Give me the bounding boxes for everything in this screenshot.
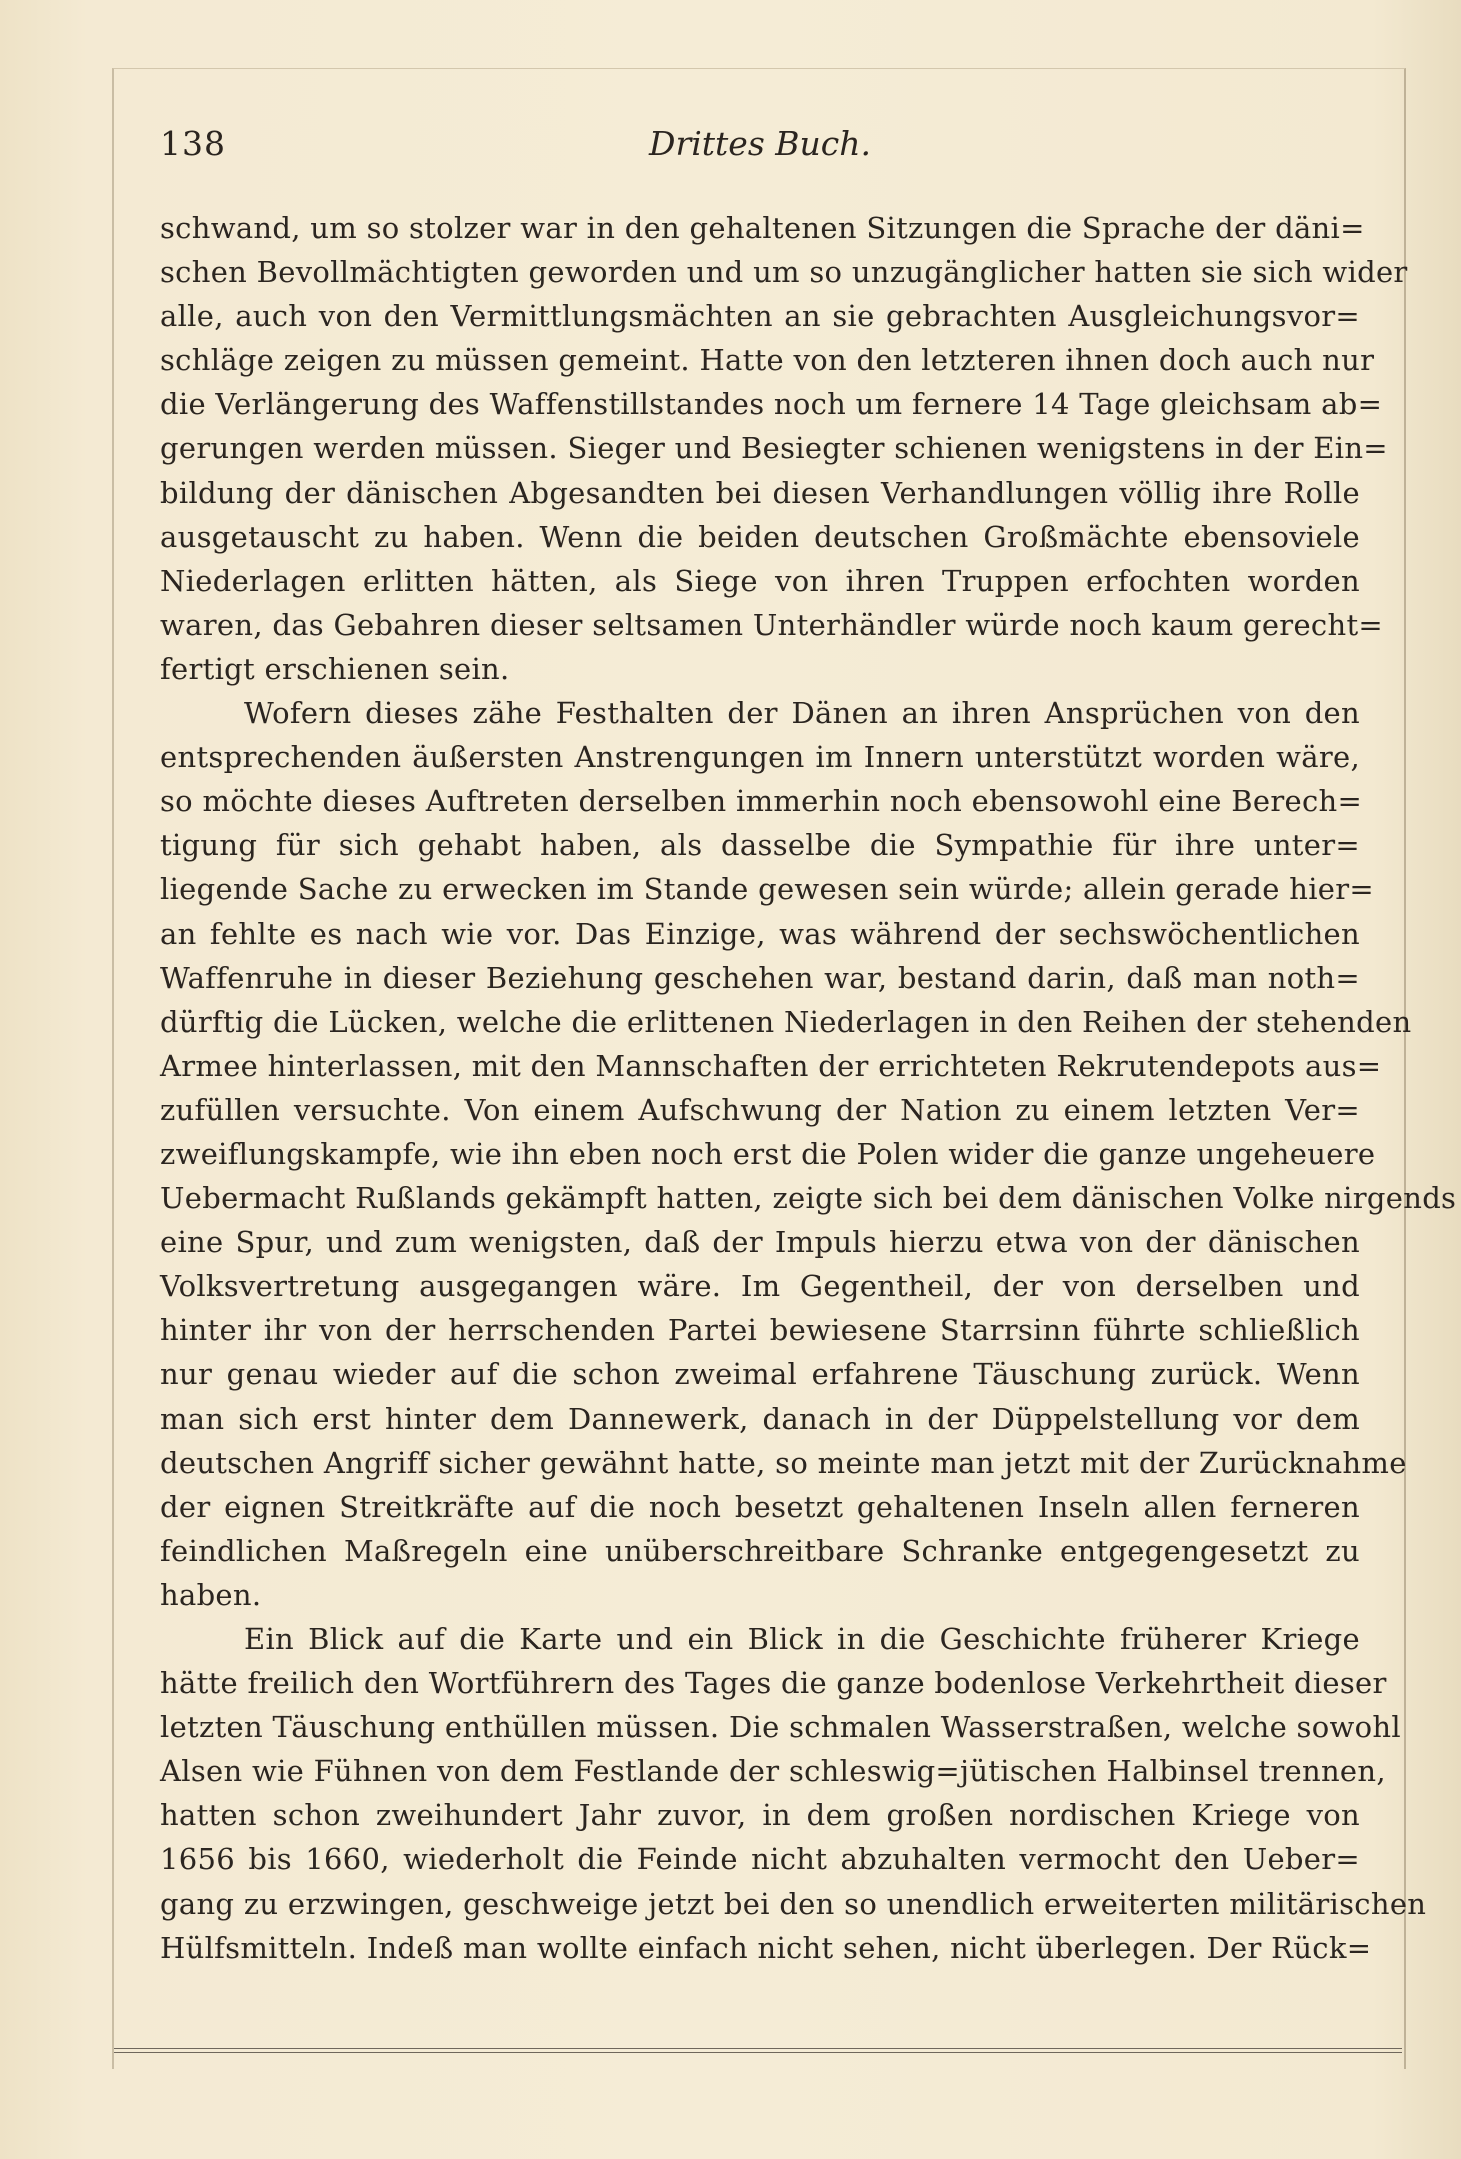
text-line: entsprechenden äußersten Anstrengungen im Innern unterstützt worden wäre,	[160, 740, 1360, 775]
text-line: waren, das Gebahren dieser seltsamen Unterhändler würde noch kaum gerecht=	[160, 607, 1383, 642]
running-title: Drittes Buch.	[649, 124, 871, 163]
paragraph-start-line: Ein Blick auf die Karte und ein Blick in die Geschichte früherer Kriege	[244, 1622, 1360, 1656]
text-line: gang zu erzwingen, geschweige jetzt bei den so unendlich erweiterten militärischen	[160, 1886, 1427, 1921]
text-line: ausgetauscht zu haben. Wenn die beiden deutschen Großmächte ebensoviele	[160, 519, 1360, 554]
text-line: Armee hinterlassen, mit den Mannschaften der errichteten Rekrutendepots aus=	[160, 1048, 1382, 1083]
text-line: liegende Sache zu erwecken im Stande gewesen sein würde; allein gerade hier=	[160, 872, 1375, 907]
text-line: schen Bevollmächtigten geworden und um so unzugänglicher hatten sie sich wider	[160, 255, 1408, 290]
text-line: man sich erst hinter dem Dannewerk, danach in der Düppelstellung vor dem	[160, 1401, 1360, 1436]
text-line: zufüllen versuchte. Von einem Aufschwung der Nation zu einem letzten Ver=	[160, 1092, 1360, 1127]
text-line: nur genau wieder auf die schon zweimal erfahrene Täuschung zurück. Wenn	[160, 1357, 1360, 1392]
text-line: schwand, um so stolzer war in den gehaltenen Sitzungen die Sprache der däni=	[160, 211, 1365, 245]
page-number: 138	[160, 124, 226, 163]
text-line: Alsen wie Fühnen von dem Festlande der schleswig=jütischen Halbinsel trennen,	[160, 1754, 1386, 1789]
text-line: hätte freilich den Wortführern des Tages die ganze bodenlose Verkehrtheit dieser	[160, 1666, 1387, 1701]
text-line: so möchte dieses Auftreten derselben immerhin noch ebensowohl eine Berech=	[160, 784, 1363, 819]
text-line: hinter ihr von der herrschenden Partei bewiesene Starrsinn führte schließlich	[160, 1313, 1360, 1348]
text-line: hatten schon zweihundert Jahr zuvor, in dem großen nordischen Kriege von	[160, 1798, 1360, 1833]
bottom-rule	[114, 2048, 1402, 2049]
text-line: zweiflungskampfe, wie ihn eben noch erst die Polen wider die ganze ungeheuere	[160, 1136, 1376, 1171]
text-line: schläge zeigen zu müssen gemeint. Hatte von den letzteren ihnen doch auch nur	[160, 343, 1375, 378]
text-line: dürftig die Lücken, welche die erlittenen Niederlagen in den Reihen der stehenden	[160, 1004, 1412, 1039]
text-line: Waffenruhe in dieser Beziehung geschehen war, bestand darin, daß man noth=	[160, 960, 1360, 995]
text-line: Uebermacht Rußlands gekämpft hatten, zeigte sich bei dem dänischen Volke nirgends	[160, 1181, 1457, 1216]
text-line: Niederlagen erlitten hätten, als Siege von ihren Truppen erfochten worden	[160, 563, 1360, 598]
paragraph-end-line: fertigt erschienen sein.	[160, 651, 510, 686]
text-line: die Verlängerung des Waffenstillstandes noch um fernere 14 Tage gleichsam ab=	[160, 387, 1383, 422]
text-line: eine Spur, und zum wenigsten, daß der Impuls hierzu etwa von der dänischen	[160, 1225, 1360, 1260]
paragraph-start-line: Wofern dieses zähe Festhalten der Dänen an ihren Ansprüchen von den	[244, 696, 1360, 731]
text-line: tigung für sich gehabt haben, als dasselbe die Sympathie für ihre unter=	[160, 828, 1360, 863]
paragraph-end-line: haben.	[160, 1577, 262, 1612]
body-text	[160, 206, 1457, 1970]
text-line: Hülfsmitteln. Indeß man wollte einfach nicht sehen, nicht überlegen. Der Rück=	[160, 1930, 1372, 1965]
text-line: Volksvertretung ausgegangen wäre. Im Gegentheil, der von derselben und	[160, 1269, 1360, 1304]
bottom-rule-double	[114, 2052, 1402, 2053]
text-line: letzten Täuschung enthüllen müssen. Die schmalen Wasserstraßen, welche sowohl	[160, 1710, 1401, 1745]
text-line: feindlichen Maßregeln eine unüberschreitbare Schranke entgegengesetzt zu	[160, 1533, 1360, 1568]
text-line: an fehlte es nach wie vor. Das Einzige, was während der sechswöchentlichen	[160, 916, 1360, 951]
text-line: 1656 bis 1660, wiederholt die Feinde nicht abzuhalten vermocht den Ueber=	[160, 1842, 1360, 1877]
text-line: der eignen Streitkräfte auf die noch besetzt gehaltenen Inseln allen ferneren	[160, 1489, 1360, 1524]
text-line: gerungen werden müssen. Sieger und Besiegter schienen wenigstens in der Ein=	[160, 431, 1388, 466]
text-line: deutschen Angriff sicher gewähnt hatte, so meinte man jetzt mit der Zurücknahme	[160, 1445, 1407, 1480]
text-line: bildung der dänischen Abgesandten bei diesen Verhandlungen völlig ihre Rolle	[160, 475, 1360, 510]
running-head	[160, 124, 1360, 176]
text-line: alle, auch von den Vermittlungsmächten an sie gebrachten Ausgleichungsvor=	[160, 299, 1360, 334]
